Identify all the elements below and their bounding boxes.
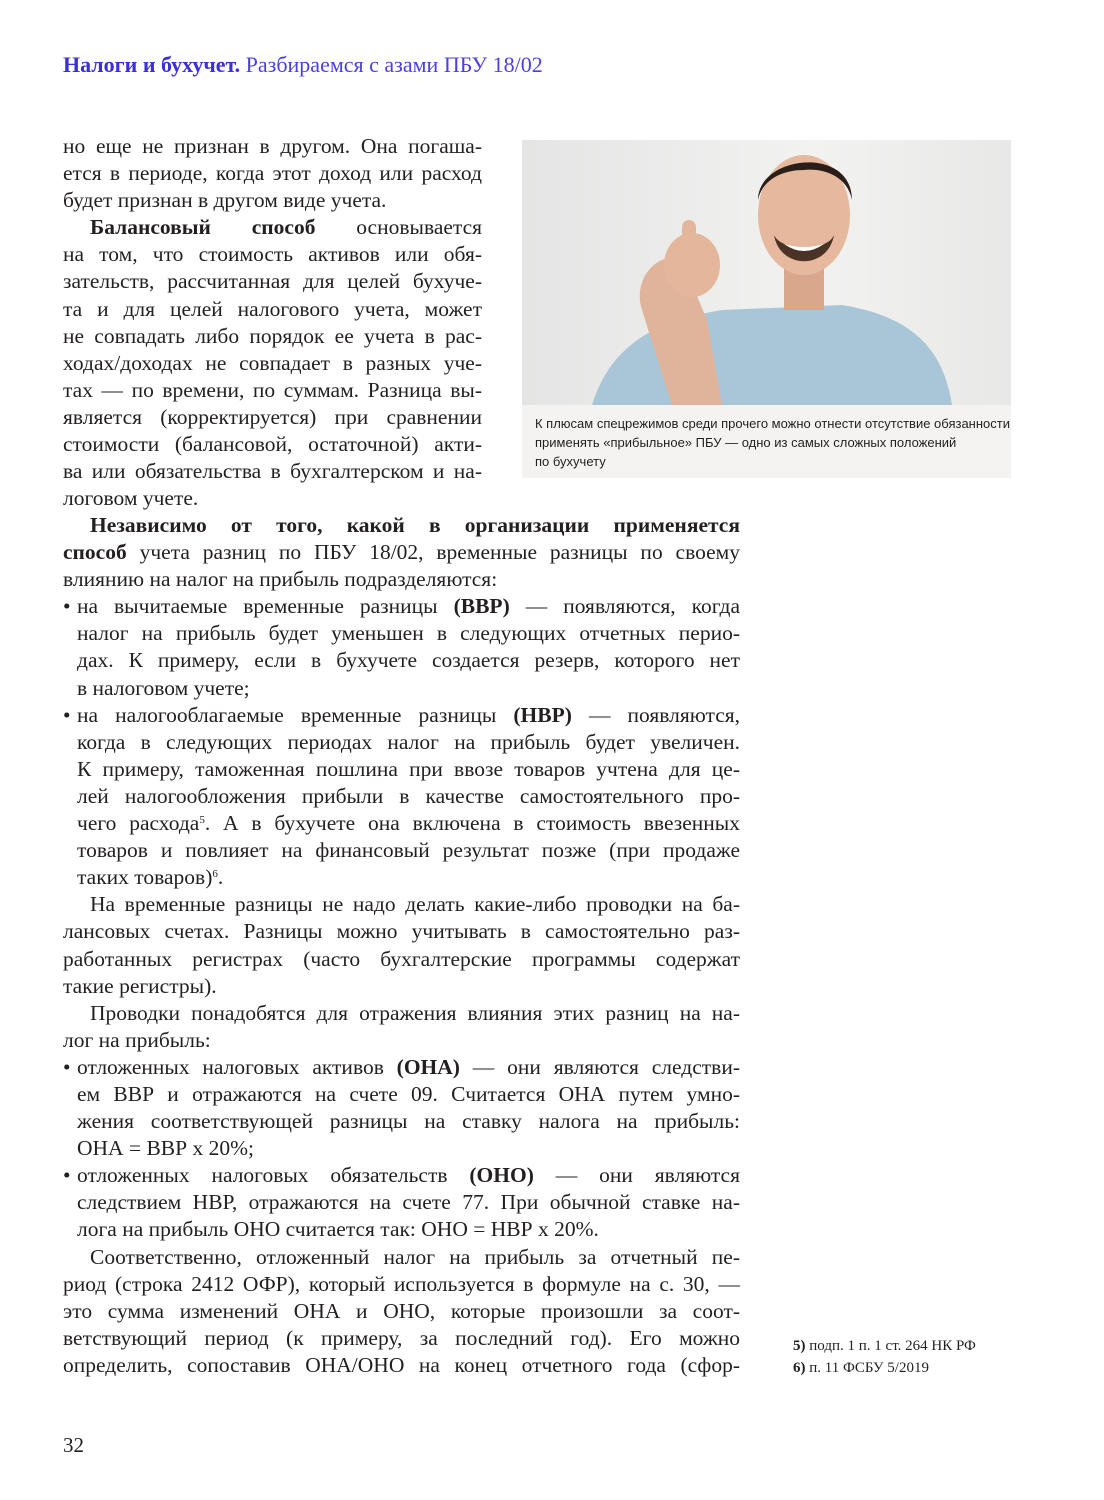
text-line: таких товаров)$^6$.	[77, 865, 224, 890]
bullet-item	[63, 593, 740, 701]
bold-term: Независимо от того, какой в организации применяется	[90, 513, 740, 537]
footnote-number: 6)	[793, 1360, 806, 1376]
paragraph	[63, 1244, 740, 1379]
text-line: лог на прибыль:	[63, 1027, 211, 1052]
footnote-number: 5)	[793, 1338, 806, 1354]
text-line: способ учета разниц по ПБУ 18/02, временные разницы по своему	[63, 540, 740, 565]
text-line: На временные разницы не надо делать какие-либо проводки на ба-	[90, 892, 740, 917]
photo-smiling-man-thumbs-up	[522, 140, 1011, 405]
text-line: является (корректируется) при сравнении	[63, 404, 482, 429]
text-line	[63, 512, 740, 539]
text-line: жения соответствующей разницы на ставку налога на прибыль:	[77, 1109, 740, 1134]
bold-term: (ОНА)	[396, 1054, 460, 1079]
text-line: чего расхода$^5$. А в бухучете она включена в стоимость ввезенных	[77, 811, 741, 836]
text-line: не совпадать либо порядок ее учета в рас-	[63, 323, 482, 348]
text-line: стоимости (балансовой, остаточной) акти-	[63, 432, 482, 457]
text-line: лога на прибыль ОНО считается так: ОНО = НВР х 20%.	[77, 1217, 599, 1242]
wide-text-column	[63, 512, 740, 1379]
text-line: • на вычитаемые временные разницы (ВВР) — появляются, когда	[63, 593, 740, 620]
paragraph	[63, 891, 740, 999]
text-line: тах — по времени, по суммам. Разница вы-	[63, 377, 482, 402]
bullet-icon: •	[63, 1163, 71, 1188]
footnote-text: подп. 1 п. 1 ст. 264 НК РФ	[805, 1338, 976, 1354]
text-line: риод (строка 2412 ОФР), который используется в формуле на с. 30, —	[63, 1271, 740, 1296]
bullet-icon: •	[63, 702, 71, 727]
text-line: влиянию на налог на прибыль подразделяются:	[63, 567, 498, 592]
text-line: но еще не признан в другом. Она погаша-	[63, 134, 482, 158]
caption-line: по бухучету	[535, 454, 606, 469]
text-line: Балансовый способ основывается	[90, 215, 482, 240]
bullet-item	[63, 1162, 740, 1243]
bold-term: Балансовый способ	[90, 215, 316, 240]
header-title: Разбираемся с азами ПБУ 18/02	[245, 52, 543, 77]
text-line: Проводки понадобятся для отражения влияния этих разниц на на-	[90, 1000, 740, 1025]
paragraph	[63, 512, 740, 593]
text-line: лансовых счетах. Разницы можно учитывать в самостоятельно раз-	[63, 919, 740, 944]
text-line: ОНА = ВВР х 20%;	[77, 1136, 254, 1161]
footnote-text: п. 11 ФСБУ 5/2019	[805, 1360, 929, 1376]
text-line: работанных регистрах (часто бухгалтерские программы содержат	[63, 946, 740, 971]
text-line: это сумма изменений ОНА и ОНО, которые произошли за соот-	[63, 1298, 740, 1323]
footnote-5	[793, 1335, 976, 1357]
footnote-ref: 5	[199, 814, 205, 827]
text-line: дах. К примеру, если в бухучете создается резерв, которого нет	[77, 648, 740, 673]
footnote-6	[793, 1357, 976, 1379]
running-header	[63, 52, 543, 78]
text-line: ва или обязательства в бухгалтерском и на-	[63, 459, 482, 484]
text-line: • отложенных налоговых обязательств (ОНО) — они являются	[63, 1162, 740, 1189]
narrow-text-column	[63, 133, 482, 512]
bullet-icon: •	[63, 594, 71, 619]
text-line: будет признан в другом виде учета.	[63, 188, 387, 213]
text-line: лей налогообложения прибыли в качестве самостоятельного про-	[77, 783, 740, 808]
text-line: налог на прибыль будет уменьшен в следующих отчетных перио-	[77, 621, 740, 646]
text-line: зательств, рассчитанная для целей бухуче-	[63, 269, 482, 294]
bullet-icon: •	[63, 1054, 71, 1079]
text-line: ходах/доходах не совпадает в разных уче-	[63, 350, 482, 375]
footnotes	[793, 1335, 976, 1379]
paragraph	[63, 214, 482, 512]
text-line: К примеру, таможенная пошлина при ввозе товаров учтена для це-	[77, 756, 740, 781]
photo-illustration	[522, 140, 1011, 405]
caption-line: применять «прибыльное» ПБУ — одно из самых сложных положений	[535, 435, 957, 450]
bold-term: (ВВР)	[453, 594, 510, 619]
bullet-item	[63, 702, 740, 892]
text-line: • на налогооблагаемые временные разницы (НВР) — появляются,	[63, 702, 740, 729]
text-line: такие регистры).	[63, 973, 217, 998]
bold-term: (НВР)	[513, 702, 572, 727]
text-line: товаров и повлияет на финансовый результат позже (при продаже	[77, 838, 740, 863]
page-number: 32	[63, 1433, 84, 1457]
text-line: ется в периоде, когда этот доход или расход	[63, 161, 482, 186]
text-line: ем ВВР и отражаются на счете 09. Считается ОНА путем умно-	[77, 1081, 740, 1106]
text-line: в налоговом учете;	[77, 675, 250, 700]
text-line: следствием НВР, отражаются на счете 77. При обычной ставке на-	[77, 1190, 740, 1215]
paragraph	[63, 1000, 740, 1054]
text-line: ветствующий период (к примеру, за последний год). Его можно	[63, 1325, 740, 1350]
text-line: определить, сопоставив ОНА/ОНО на конец отчетного года (сфор-	[63, 1352, 740, 1377]
header-section: Налоги и бухучет.	[63, 52, 241, 77]
text-line: • отложенных налоговых активов (ОНА) — они являются следстви-	[63, 1054, 740, 1081]
text-line: когда в следующих периодах налог на прибыль будет увеличен.	[77, 729, 740, 754]
photo-caption	[522, 405, 1011, 478]
text-line: Соответственно, отложенный налог на прибыль за отчетный пе-	[90, 1244, 740, 1269]
bold-term: (ОНО)	[469, 1163, 534, 1188]
paragraph	[63, 133, 482, 214]
footnote-ref: 6	[212, 868, 218, 881]
text-line: логовом учете.	[63, 486, 199, 511]
text-line: та и для целей налогового учета, может	[63, 296, 482, 321]
caption-line: К плюсам спецрежимов среди прочего можно отнести отсутствие обязанности	[535, 416, 1010, 431]
text-line: на том, что стоимость активов или обя-	[63, 242, 482, 267]
bold-term: способ	[63, 540, 127, 565]
bullet-item	[63, 1054, 740, 1162]
